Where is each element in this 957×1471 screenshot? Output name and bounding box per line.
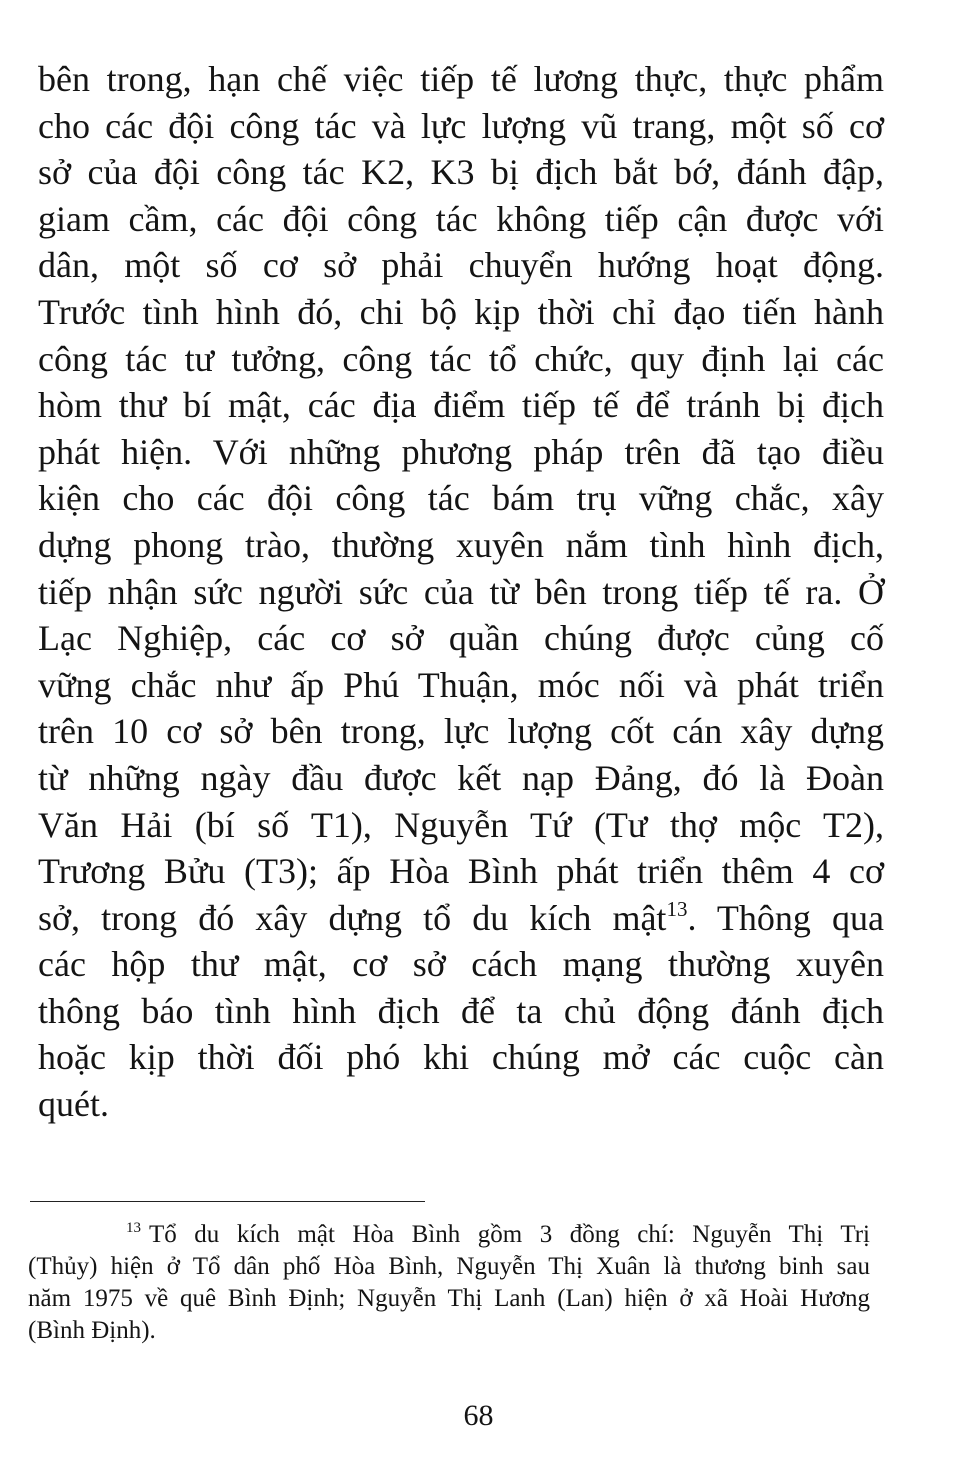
body-line: từ những ngày đầu được kết nạp Đảng, đó là Đoàn	[38, 757, 884, 798]
footnote-line	[28, 1219, 870, 1251]
body-line: kiện cho các đội công tác bám trụ vững chắc, xây	[38, 478, 884, 519]
body-text	[38, 56, 884, 1128]
footnote	[28, 1219, 870, 1347]
body-line: vững chắc như ấp Phú Thuận, móc nối và phát triển	[38, 664, 884, 705]
footnote-line: (Thủy) hiện ở Tổ dân phố Hòa Bình, Nguyễn Thị Xuân là thương binh sau	[28, 1253, 870, 1280]
footnote-number: 13	[126, 1220, 141, 1236]
body-line: trên 10 cơ sở bên trong, lực lượng cốt cán xây dựng	[38, 711, 884, 752]
body-line: hòm thư bí mật, các địa điểm tiếp tế để tránh bị địch	[38, 385, 884, 426]
body-line: phát hiện. Với những phương pháp trên đã tạo điều	[38, 431, 884, 472]
footnote-line: năm 1975 về quê Bình Định; Nguyễn Thị Lanh (Lan) hiện ở xã Hoài Hương	[28, 1285, 870, 1312]
body-line: sở của đội công tác K2, K3 bị địch bắt bớ, đánh đập,	[38, 152, 884, 193]
body-line: Trước tình hình đó, chi bộ kịp thời chỉ đạo tiến hành	[38, 291, 884, 332]
footnote-divider	[30, 1201, 425, 1202]
body-line: Văn Hải (bí số T1), Nguyễn Tứ (Tư thợ mộc T2),	[38, 804, 884, 845]
body-line: quét.	[38, 1084, 109, 1125]
body-line: các hộp thư mật, cơ sở cách mạng thường xuyên	[38, 944, 884, 985]
body-line: công tác tư tưởng, công tác tổ chức, quy định lại các	[38, 338, 884, 379]
body-line: tiếp nhận sức người sức của từ bên trong tiếp tế ra. Ở	[38, 571, 884, 612]
body-line: dựng phong trào, thường xuyên nắm tình hình địch,	[38, 524, 884, 565]
body-line-tail: . Thông qua	[687, 897, 884, 938]
body-line: Lạc Nghiệp, các cơ sở quần chúng được củng cố	[38, 618, 884, 659]
body-line: cho các đội công tác và lực lượng vũ trang, một số cơ	[38, 105, 884, 146]
body-line: dân, một số cơ sở phải chuyển hướng hoạt động.	[38, 245, 884, 286]
body-line: giam cầm, các đội công tác không tiếp cận được với	[38, 198, 884, 239]
body-line: hoặc kịp thời đối phó khi chúng mở các cuộc càn	[38, 1037, 884, 1078]
footnote-line-text: Tổ du kích mật Hòa Bình gồm 3 đồng chí: Nguyễn Thị Trị	[149, 1221, 870, 1248]
footnote-reference[interactable]: 13	[666, 896, 688, 921]
body-line-text: sở, trong đó xây dựng tổ du kích mật	[38, 897, 667, 938]
body-line: Trương Bửu (T3); ấp Hòa Bình phát triển thêm 4 cơ	[38, 851, 884, 892]
body-line: bên trong, hạn chế việc tiếp tế lương thực, thực phẩm	[38, 59, 884, 99]
body-line: thông báo tình hình địch để ta chủ động đánh địch	[38, 990, 884, 1031]
body-line-with-footnote-ref	[38, 895, 884, 942]
page-number: 68	[463, 1399, 494, 1432]
footnote-line: (Bình Định).	[28, 1317, 156, 1344]
